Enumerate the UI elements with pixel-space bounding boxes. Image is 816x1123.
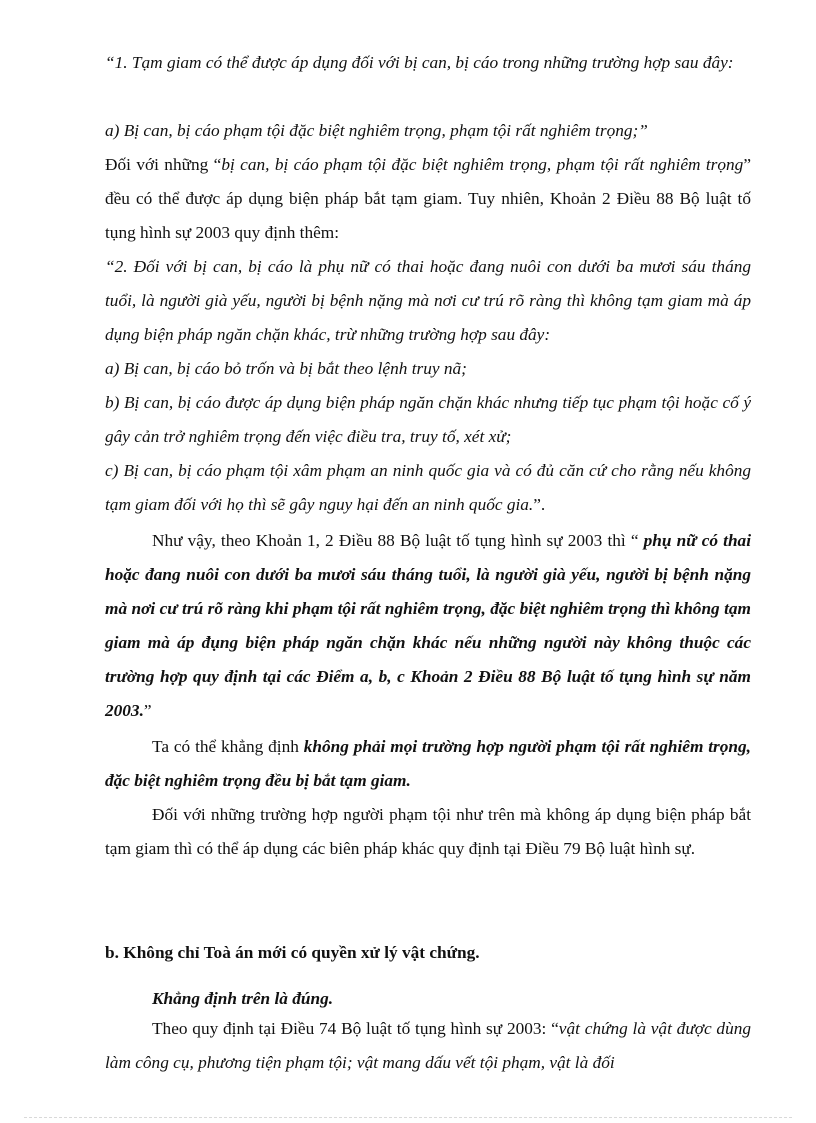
text-run: Như vậy, theo Khoản 1, 2 Điều 88 Bộ luật tố tụng hình sự 2003 thì “ (152, 531, 644, 550)
emphasized-text: không phải mọi trường hợp người phạm tội rất nghiêm trọng, đặc biệt nghiêm trọng đều bị bắt tạm giam. (105, 737, 751, 790)
quote-clause-2c (105, 454, 751, 522)
quoted-phrase: bị can, bị cáo phạm tội đặc biệt nghiêm trọng, phạm tội rất nghiêm trọng (221, 155, 744, 174)
quote-clause-2a: a) Bị can, bị cáo bỏ trốn và bị bắt theo lệnh truy nã; (105, 359, 467, 378)
paragraph-assertion (105, 730, 751, 798)
quoted-text: c) Bị can, bị cáo phạm tội xâm phạm an ninh quốc gia và có đủ căn cứ cho rằng nếu không tạm giam đối với họ thì sẽ gây nguy hại đến an ninh quốc gia. (105, 461, 751, 514)
closing-quote: ”. (533, 495, 546, 514)
closing-quote: ” (143, 701, 152, 720)
section-heading-b: b. Không chỉ Toà án mới có quyền xử lý vật chứng. (105, 943, 480, 962)
paragraph-conclusion (105, 524, 751, 728)
page-bottom-divider (24, 1117, 792, 1118)
paragraph-evidence-definition (105, 1012, 751, 1080)
quote-clause-2: “2. Đối với bị can, bị cáo là phụ nữ có thai hoặc đang nuôi con dưới ba mươi sáu tháng tuổi, là người già yếu, người bị bệnh nặng mà nơi cư trú rõ ràng thì không tạm giam mà áp dụng biện pháp ngăn chặn khác, trừ những trường hợp sau đây: (105, 257, 751, 344)
affirmation-line: Khẳng định trên là đúng. (152, 989, 334, 1008)
text-run: ” đều có thể được áp dụng biện pháp bắt tạm giam. Tuy nhiên, Khoản 2 Điều 88 Bộ luật tố tụng hình sự 2003 quy định thêm: (105, 155, 751, 242)
quote-clause-1a: a) Bị can, bị cáo phạm tội đặc biệt nghiêm trọng, phạm tội rất nghiêm trọng;” (105, 121, 648, 140)
quoted-text: vật chứng là vật được dùng làm công cụ, phương tiện phạm tội; vật mang dấu vết tội phạm, vật là đối (105, 1019, 751, 1072)
text-run: Đối với những “ (105, 155, 222, 174)
quote-clause-2b: b) Bị can, bị cáo được áp dụng biện pháp ngăn chặn khác nhưng tiếp tục phạm tội hoặc cố ý gây cản trở nghiêm trọng đến việc điều tra, truy tố, xét xử; (105, 393, 751, 446)
text-run: Theo quy định tại Điều 74 Bộ luật tố tụng hình sự 2003: “ (152, 1019, 559, 1038)
paragraph-intro-clause-2 (105, 148, 751, 250)
paragraph-alternative-measures: Đối với những trường hợp người phạm tội như trên mà không áp dụng biện pháp bắt tạm giam thì có thể áp dụng các biên pháp khác quy định tại Điều 79 Bộ luật hình sự. (105, 805, 751, 858)
emphasized-text: phụ nữ có thai hoặc đang nuôi con dưới ba mươi sáu tháng tuổi, là người già yếu, người bị bệnh nặng mà nơi cư trú rõ ràng khi phạm tội rất nghiêm trọng, đặc biệt nghiêm trọng thì không tạm giam mà áp đụng biện pháp ngăn chặn khác nếu những người này không thuộc các trường hợp quy định tại các Điểm a, b, c Khoản 2 Điều 88 Bộ luật tố tụng hình sự năm 2003. (105, 531, 751, 720)
text-run: Ta có thể khẳng định (152, 737, 304, 756)
quote-clause-1: “1. Tạm giam có thể được áp dụng đối với bị can, bị cáo trong những trường hợp sau đây: (105, 53, 734, 72)
